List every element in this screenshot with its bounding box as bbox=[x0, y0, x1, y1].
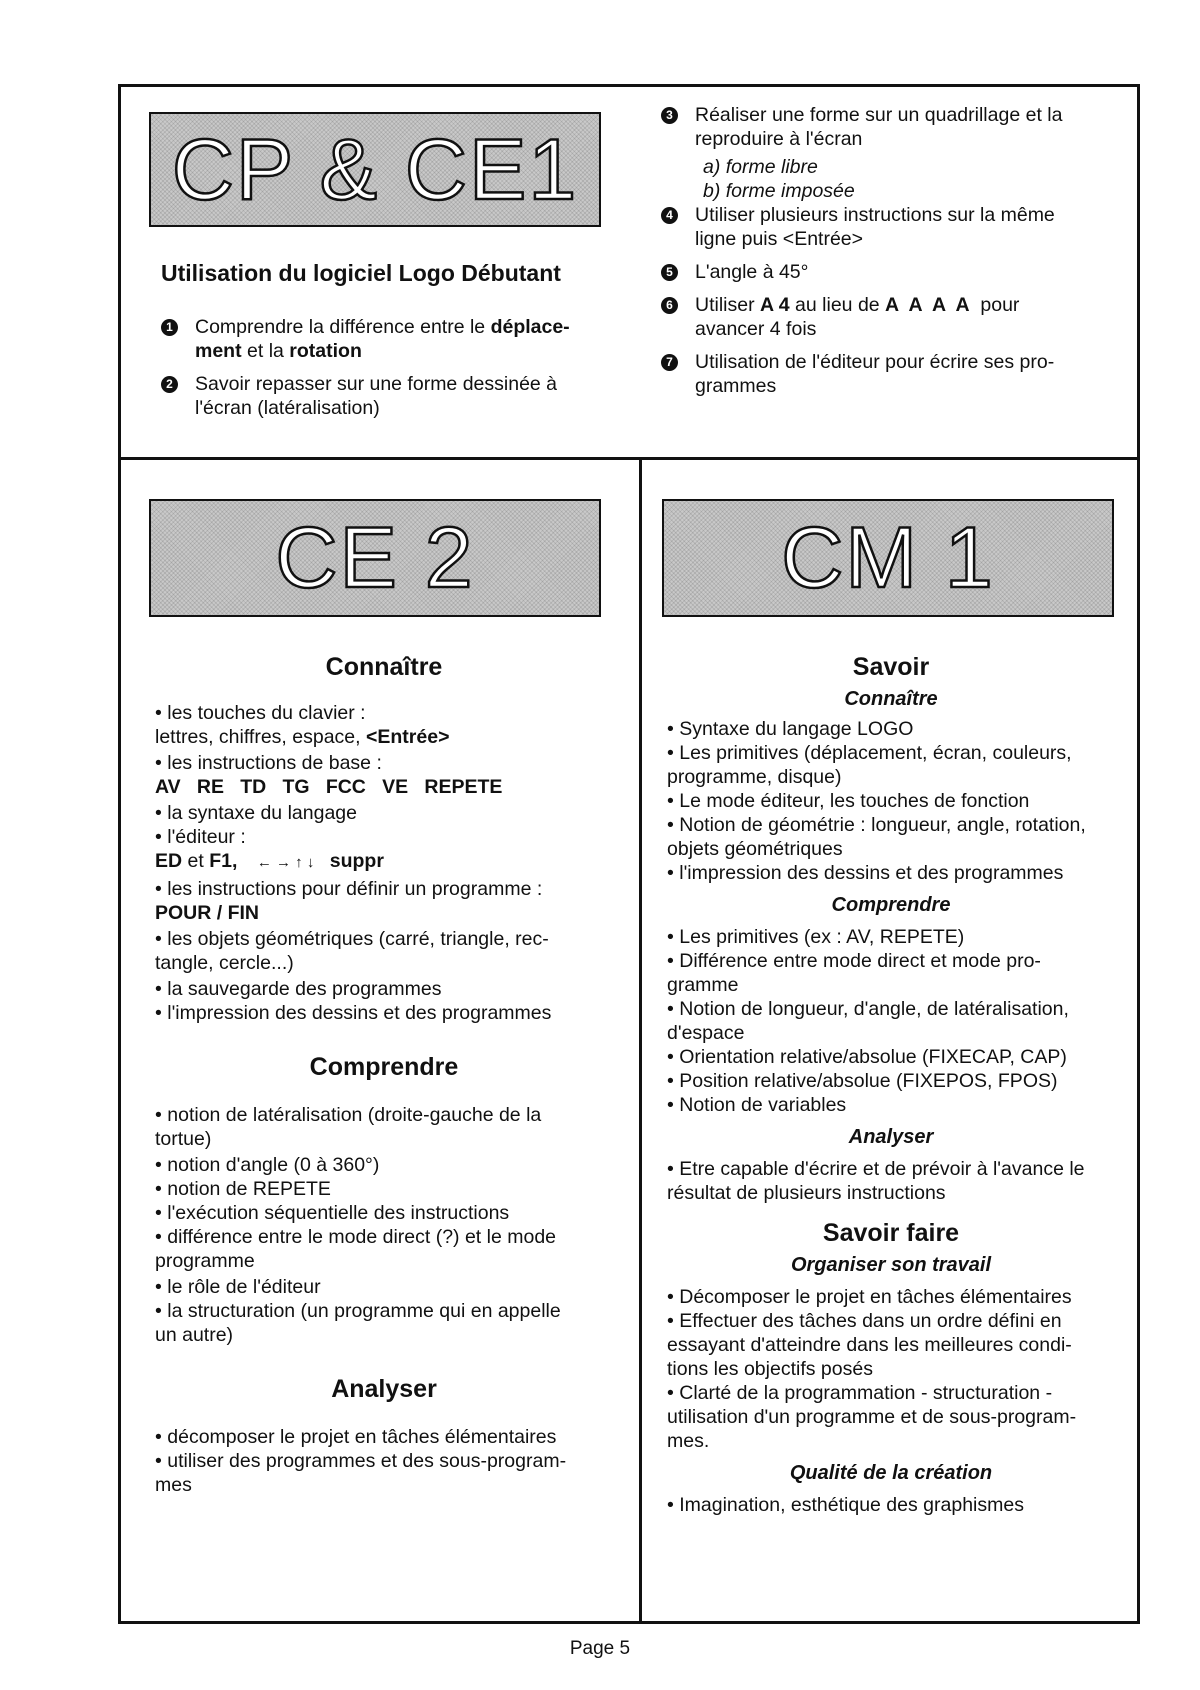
arrow-keys-icon: ← → ↑ ↓ bbox=[256, 854, 315, 871]
cm1-connaitre-heading: Connaître bbox=[844, 688, 938, 710]
cp-ce1-banner-text: CP & CE1 bbox=[171, 121, 579, 218]
cm1-savoir-heading: Savoir bbox=[852, 653, 930, 681]
cp-item-3: 3 Réaliser une forme sur un quadrillage et la reproduire à l'écran bbox=[661, 103, 1121, 151]
number-6-icon: 6 bbox=[661, 293, 685, 317]
cp-ce1-banner bbox=[149, 112, 601, 227]
number-3-icon: 3 bbox=[661, 103, 685, 127]
cp-item-6: 6 Utiliser A 4 au lieu de A A A A pour avancer 4 fois bbox=[661, 293, 1121, 341]
ce2-comprendre-heading: Comprendre bbox=[309, 1053, 459, 1081]
ce2-connaitre-heading: Connaître bbox=[325, 653, 443, 681]
cp-right-block bbox=[661, 103, 1121, 407]
cp-item-5: 5 L'angle à 45° bbox=[661, 260, 1121, 284]
cm1-content: Savoir Connaître • Syntaxe du langage LOGO • Les primitives (déplacement, écran, couleurs, programme, disque) • Le mode éditeur, les touches de fonction • Notion de géométrie : longueur, angle, rotation, objets géométriques • l'impression des dessins et des programmes Comprendre • Les primitives (ex : AV, REPETE) • Différence entre mode direct et mode pro- gramme • Notion de longueur, d'angle, de latéralisation, d'espace • Orientation relative/absolue (FIXECAP, CAP) • Position relative/absolue (FIXEPOS, FPOS) • Notion de variables Analyser • Etre capable d'écrire et de prévoir à l'avance le résultat de plusieurs instructions Savoir faire Organiser son travail • Décomposer le projet en tâches élémentaires • Effectuer des tâches dans un ordre défini en essayant d'atteindre dans les meilleures condi- tions les objectifs posés • Clarté de la programmation - structuration - utilisation d'un programme et de sous-program- mes. Qualité de la création • Imagination, esthétique des graphismes bbox=[661, 655, 1121, 1517]
cm1-banner bbox=[662, 499, 1114, 617]
cp-item-3a: a) forme libre bbox=[703, 156, 818, 178]
ce2-analyser-heading: Analyser bbox=[331, 1375, 437, 1403]
cm1-savoir-faire-heading: Savoir faire bbox=[822, 1219, 960, 1247]
cm1-organiser-heading: Organiser son travail bbox=[790, 1254, 992, 1276]
page-number: Page 5 bbox=[569, 1638, 631, 1659]
cp-title: Utilisation du logiciel Logo Débutant bbox=[161, 260, 561, 286]
cp-left-block bbox=[161, 261, 621, 429]
cm1-comprendre-heading: Comprendre bbox=[831, 894, 951, 916]
cp-item-1: 1 Comprendre la différence entre le déplace- ment et la rotation bbox=[161, 315, 621, 363]
cp-item-3b: b) forme imposée bbox=[703, 180, 855, 202]
number-5-icon: 5 bbox=[661, 260, 685, 284]
ce2-banner bbox=[149, 499, 601, 617]
cp-item-7: 7 Utilisation de l'éditeur pour écrire ses pro- grammes bbox=[661, 350, 1121, 398]
cm1-qualite-heading: Qualité de la création bbox=[789, 1462, 993, 1484]
horizontal-divider bbox=[121, 457, 1137, 460]
number-2-icon: 2 bbox=[161, 372, 185, 396]
number-4-icon: 4 bbox=[661, 203, 685, 227]
cm1-banner-text: CM 1 bbox=[781, 510, 995, 606]
ce2-content: Connaître • les touches du clavier : lettres, chiffres, espace, <Entrée> • les instructions de base : AV RE TD TG FCC VE REPETE • la syntaxe du langage • l'éditeur : ED et F1, ← → ↑ ↓ suppr • les instructions pour définir un programme : POUR / FIN • les objets géométriques (carré, triangle, rec- tangle, cercle...) • la sauvegarde des programmes • l'impression des dessins et des programmes Comprendre • notion de latéralisation (droite-gauche de la tortue) • notion d'angle (0 à 360°) • notion de REPETE • l'exécution séquentielle des instructions • différence entre le mode direct (?) et le mode programme • le rôle de l'éditeur • la structuration (un programme qui en appelle un autre) Analyser • décomposer le projet en tâches élémentaires • utiliser des programmes et des sous-program- mes bbox=[149, 655, 619, 1497]
number-7-icon: 7 bbox=[661, 350, 685, 374]
vertical-divider bbox=[639, 457, 642, 1624]
cp-item-4: 4 Utiliser plusieurs instructions sur la même ligne puis <Entrée> bbox=[661, 203, 1121, 251]
cp-item-2: 2 Savoir repasser sur une forme dessinée à l'écran (latéralisation) bbox=[161, 372, 621, 420]
number-1-icon: 1 bbox=[161, 315, 185, 339]
page-frame bbox=[118, 84, 1140, 1624]
ce2-banner-text: CE 2 bbox=[275, 510, 475, 606]
cm1-analyser-heading: Analyser bbox=[848, 1126, 934, 1148]
